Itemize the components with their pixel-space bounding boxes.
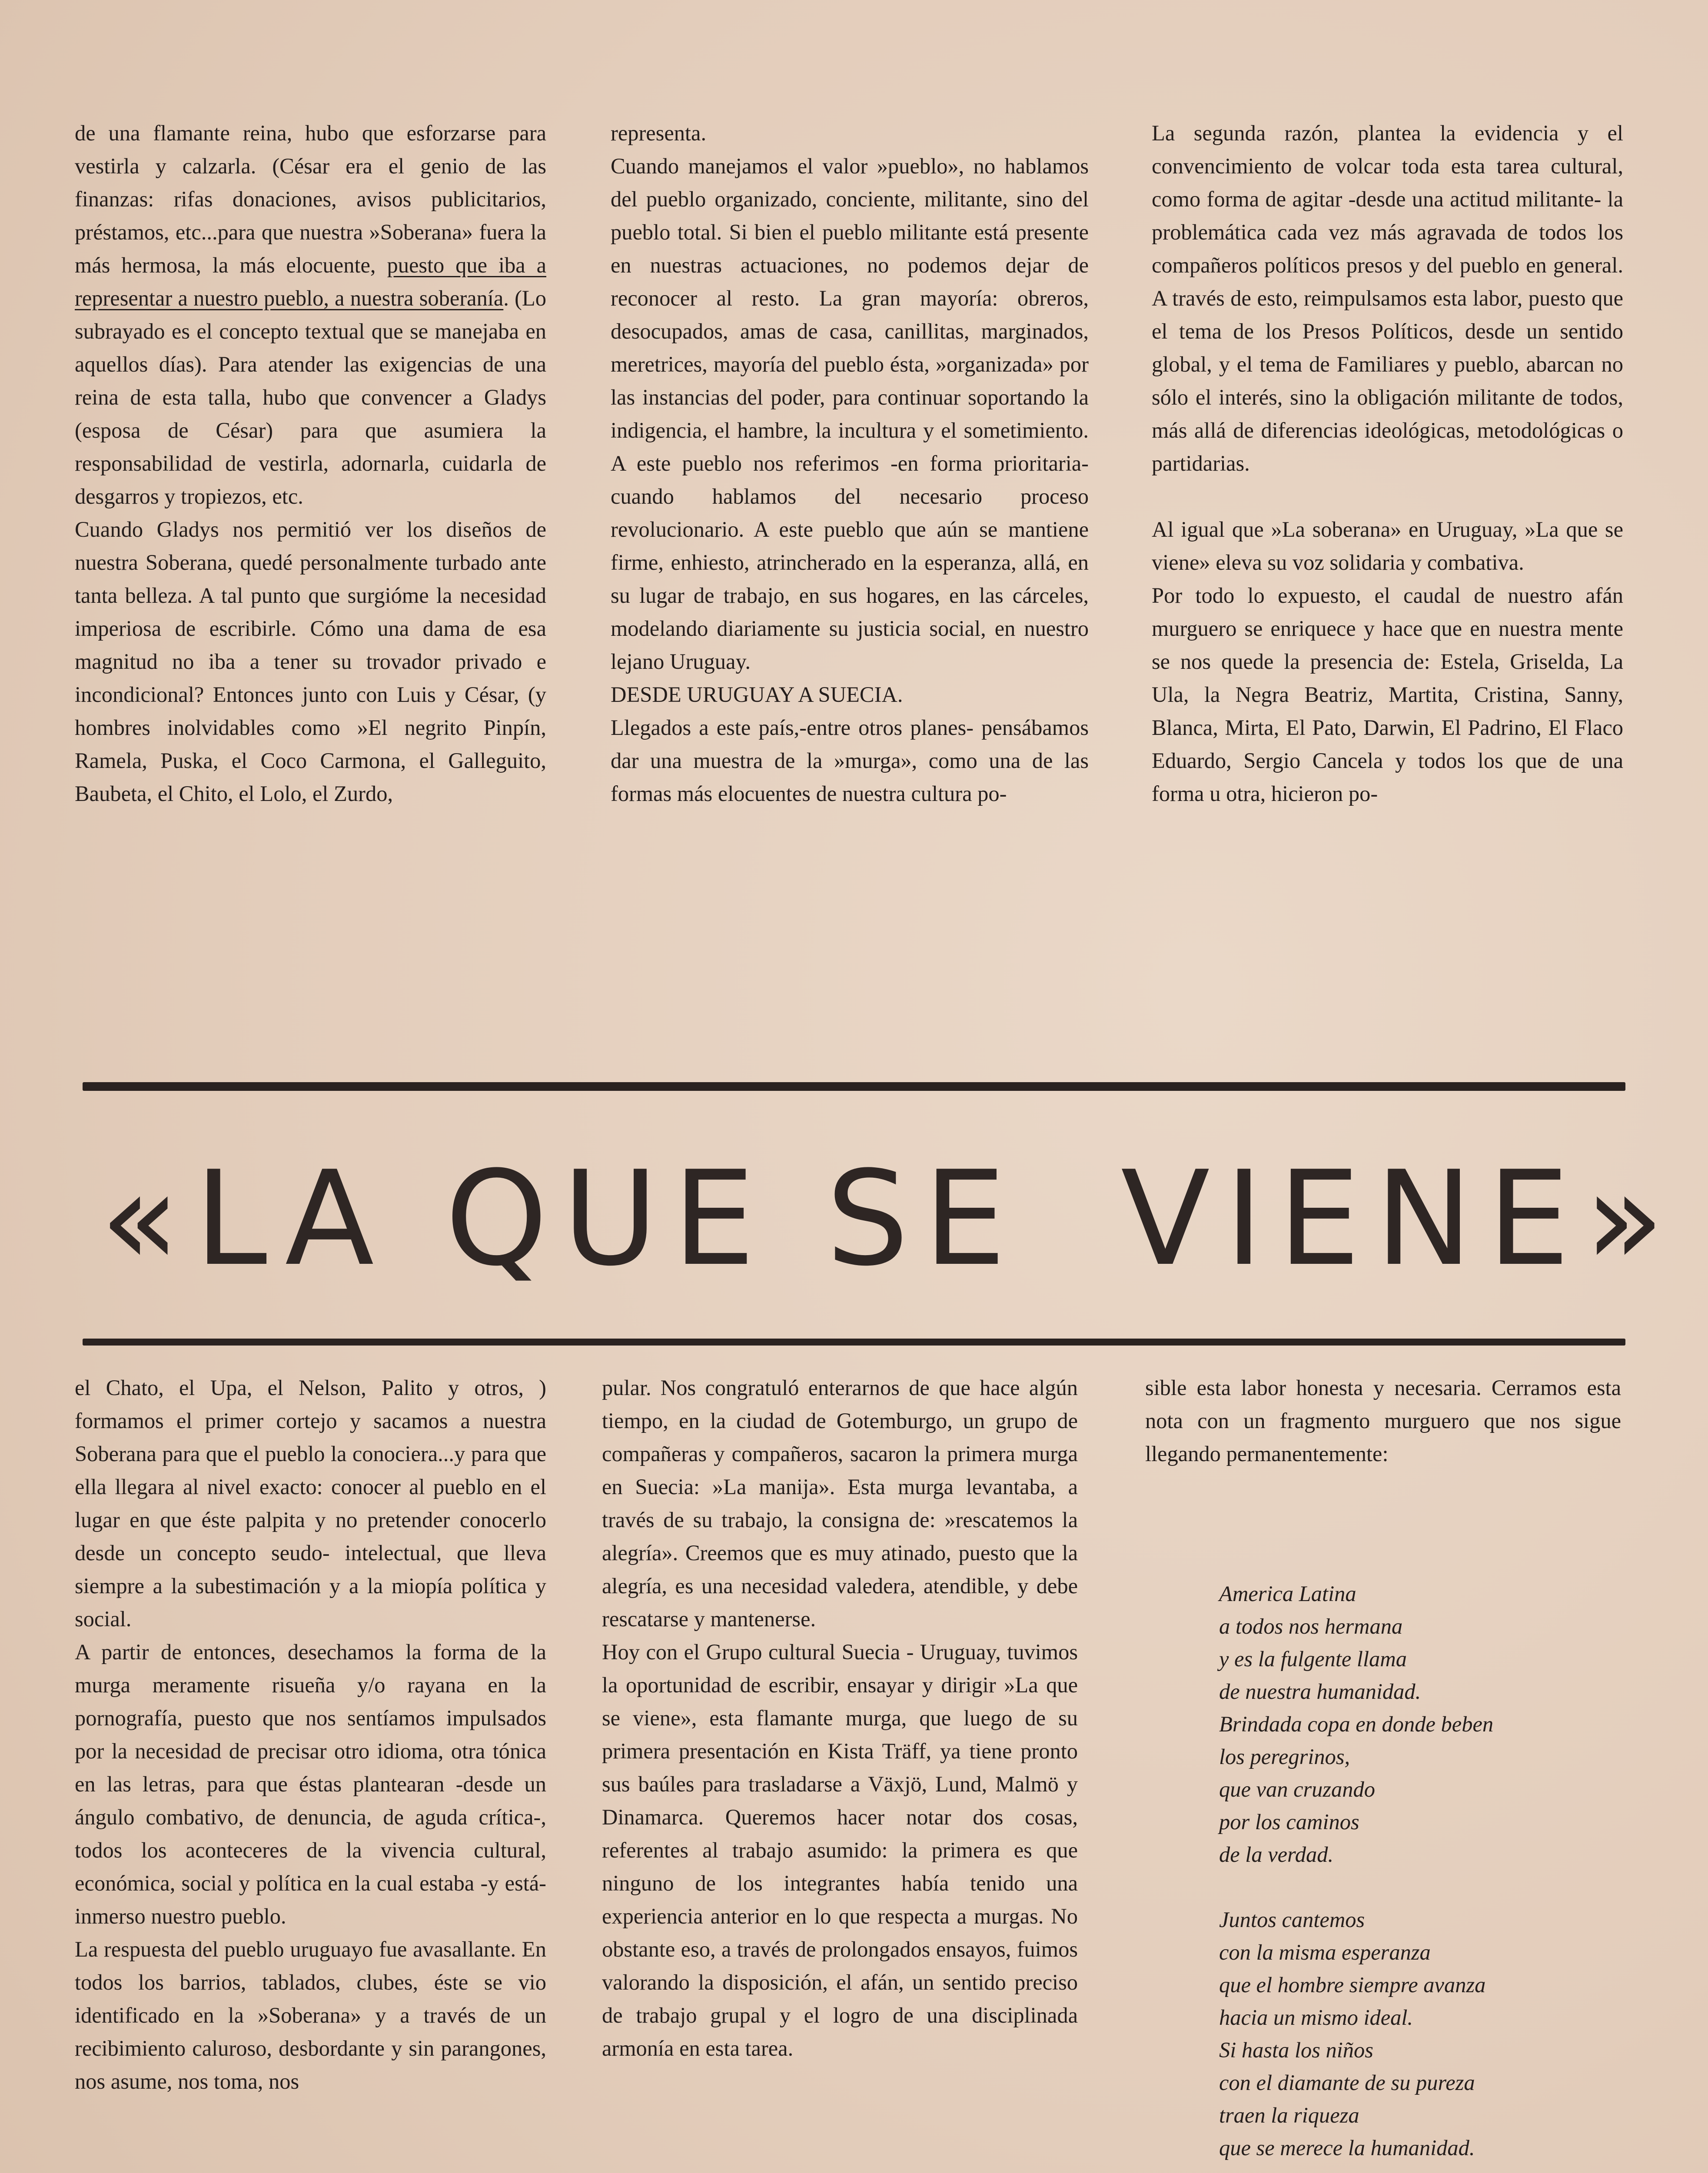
- paragraph: Hoy con el Grupo cultural Suecia - Uruguay, tuvimos la oportunidad de escribir, ensayar y dirigir »La que se viene», esta flamante murga, que luego de su primera presentación en Kista Träff, ya tiene pronto sus baúles para trasladarse a Växjö, Lund, Malmö y Dinamarca. Queremos hacer notar dos cosas, referentes al trabajo asumido: la primera es que ninguno de los integrantes había tenido una experiencia anterior en lo que respecta a murgas. No obstante eso, a través de prolongados ensayos, fuimos valorando la disposición, el afán, un sentido preciso de trabajo grupal y el logro de una disciplinada armonía en esta tarea.: [602, 1640, 1078, 2060]
- poem-line: con la misma esperanza: [1219, 1940, 1431, 1964]
- paragraph: representa.: [611, 121, 707, 145]
- paragraph: La respuesta del pueblo uruguayo fue avasallante. En todos los barrios, tablados, clubes, éste se vio identificado en la »Soberana» y a través de un recibimiento caluroso, desbordante y sin parangones, nos asume, nos toma, nos: [75, 1937, 546, 2093]
- column-3-top: [1152, 116, 1623, 810]
- poem-line: Juntos cantemos: [1219, 1907, 1365, 1932]
- column-3-bottom: [1145, 1371, 1621, 1470]
- paragraph: sible esta labor honesta y necesaria. Cerramos esta nota con un fragmento murguero que nos sigue llegando permanentemente:: [1145, 1376, 1621, 1466]
- paragraph: A partir de entonces, desechamos la forma de la murga meramente risueña y/o rayana en la pornografía, puesto que nos sentíamos impulsados por la necesidad de precisar otro idioma, otra tónica en las letras, para que éstas plantearan -desde un ángulo combativo, de denuncia, de aguda crítica-, todos los aconteceres de la vivencia cultural, económica, social y política en la cual estaba -y está- inmerso nuestro pueblo.: [75, 1640, 546, 1928]
- underlined-phrase: puesto que iba a representar a nuestro pueblo, a nuestra soberanía: [75, 253, 547, 310]
- poem-line: y es la fulgente llama: [1219, 1647, 1407, 1671]
- column-2-top: [611, 116, 1089, 810]
- title-part-1: «LA QUE SE: [100, 1143, 1021, 1295]
- poem-line: que se merece la humanidad.: [1219, 2136, 1475, 2160]
- poem: [1219, 1578, 1493, 2164]
- poem-line: traen la riqueza: [1219, 2103, 1359, 2127]
- poem-stanza-2: [1219, 1904, 1493, 2164]
- poem-line: que van cruzando: [1219, 1777, 1376, 1801]
- paragraph: Al igual que »La soberana» en Uruguay, »La que se viene» eleva su voz solidaria y combativa.: [1152, 517, 1623, 575]
- column-2-bottom: [602, 1371, 1078, 2065]
- poem-line: America Latina: [1219, 1582, 1356, 1606]
- paragraph: de una flamante reina, hubo que esforzarse para vestirla y calzarla. (César era el genio de las finanzas: rifas donaciones, avisos publicitarios, préstamos, etc...para que nuestra »Soberana» fuera la más hermosa, la más elocuente, puesto que iba a representar a nuestro pueblo, a nuestra soberanía. (Lo subrayado es el concepto textual que se manejaba en aquellos días). Para atender las exigencias de una reina de esta talla, hubo que convencer a Gladys (esposa de César) para que asumiera la responsabilidad de vestirla, adornarla, cuidarla de desgarros y tropiezos, etc.: [75, 121, 547, 508]
- poem-line: los peregrinos,: [1219, 1744, 1350, 1769]
- paragraph: Por todo lo expuesto, el caudal de nuestro afán murguero se enriquece y hace que en nuestra mente se nos quede la presencia de: Estela, Griselda, La Ula, la Negra Beatriz, Martita, Cristina, Sanny, Blanca, Mirta, El Pato, Darwin, El Padrino, El Flaco Eduardo, Sergio Cancela y todos los que de una forma u otra, hicieron po-: [1152, 583, 1623, 806]
- poem-line: a todos nos hermana: [1219, 1614, 1403, 1638]
- poem-line: con el diamante de su pureza: [1219, 2070, 1475, 2095]
- paragraph: el Chato, el Upa, el Nelson, Palito y otros, ) formamos el primer cortejo y sacamos a nuestra Soberana para que el pueblo la conociera...y para que ella llegara al nivel exacto: conocer al pueblo en el lugar en que éste palpita y no pretender conocerlo desde un concepto seudo- intelectual, que lleva siempre a la subestimación y a la miopía política y social.: [75, 1376, 546, 1631]
- article-title: [83, 1136, 1679, 1302]
- poem-line: que el hombre siempre avanza: [1219, 1973, 1486, 1997]
- paragraph: Llegados a este país,-entre otros planes- pensábamos dar una muestra de la »murga», como una de las formas más elocuentes de nuestra cultura po-: [611, 715, 1089, 806]
- poem-line: Si hasta los niños: [1219, 2038, 1373, 2062]
- poem-line: por los caminos: [1219, 1810, 1359, 1834]
- poem-stanza-1: [1219, 1578, 1493, 1871]
- poem-line: Brindada copa en donde beben: [1219, 1712, 1494, 1736]
- paragraph: pular. Nos congratuló enterarnos de que hace algún tiempo, en la ciudad de Gotemburgo, un grupo de compañeras y compañeros, sacaron la primera murga en Suecia: »La manija». Esta murga levantaba, a través de su trabajo, la consigna de: »rescatemos la alegría». Creemos que es muy atinado, puesto que la alegría, es una necesidad valedera, atendible, y debe rescatarse y mantenerse.: [602, 1376, 1078, 1631]
- paragraph: Cuando manejamos el valor »pueblo», no hablamos del pueblo organizado, conciente, militante, sino del pueblo total. Si bien el pueblo militante está presente en nuestras actuaciones, no podemos dejar de reconocer al resto. La gran mayoría: obreros, desocupados, amas de casa, canillitas, marginados, meretrices, mayoría del pueblo ésta, »organizada» por las instancias del poder, para continuar soportando la indigencia, el hambre, la incultura y el sometimiento. A este pueblo nos referimos -en forma prioritaria-cuando hablamos del necesario proceso revolucionario. A este pueblo que aún se mantiene firme, enhiesto, atrincherado en la esperanza, allá, en su lugar de trabajo, en sus hogares, en las cárceles, modelando diariamente su justicia social, en nuestro lejano Uruguay.: [611, 154, 1089, 674]
- paragraph: La segunda razón, plantea la evidencia y el convencimiento de volcar toda esta tarea cultural, como forma de agitar -desde una actitud militante- la problemática cada vez más agravada de todos los compañeros políticos presos y del pueblo en general. A través de esto, reimpulsamos esta labor, puesto que el tema de los Presos Políticos, desde un sentido global, y el tema de Familiares y pueblo, abarcan no sólo el interés, sino la obligación militante de todos, más allá de diferencias ideológicas, metodológicas o partidarias.: [1152, 121, 1623, 475]
- poem-line: de la verdad.: [1219, 1842, 1334, 1867]
- poem-line: hacia un mismo ideal.: [1219, 2005, 1413, 2030]
- top-rule: [83, 1082, 1625, 1091]
- bottom-rule: [83, 1339, 1625, 1346]
- paragraph: Cuando Gladys nos permitió ver los diseños de nuestra Soberana, quedé personalmente turbado ante tanta belleza. A tal punto que surgióme la necesidad imperiosa de escribirle. Cómo una dama de esa magnitud no iba a tener su trovador privado e incondicional? Entonces junto con Luis y César, (y hombres inolvidables como »El negrito Pinpín, Ramela, Puska, el Coco Carmona, el Galleguito, Baubeta, el Chito, el Lolo, el Zurdo,: [75, 517, 546, 806]
- section-heading: DESDE URUGUAY A SUECIA.: [611, 682, 903, 707]
- poem-line: de nuestra humanidad.: [1219, 1679, 1421, 1704]
- column-1-bottom: [75, 1371, 546, 2098]
- column-1-top: [75, 116, 546, 810]
- title-part-2: VIENE»: [1120, 1143, 1679, 1295]
